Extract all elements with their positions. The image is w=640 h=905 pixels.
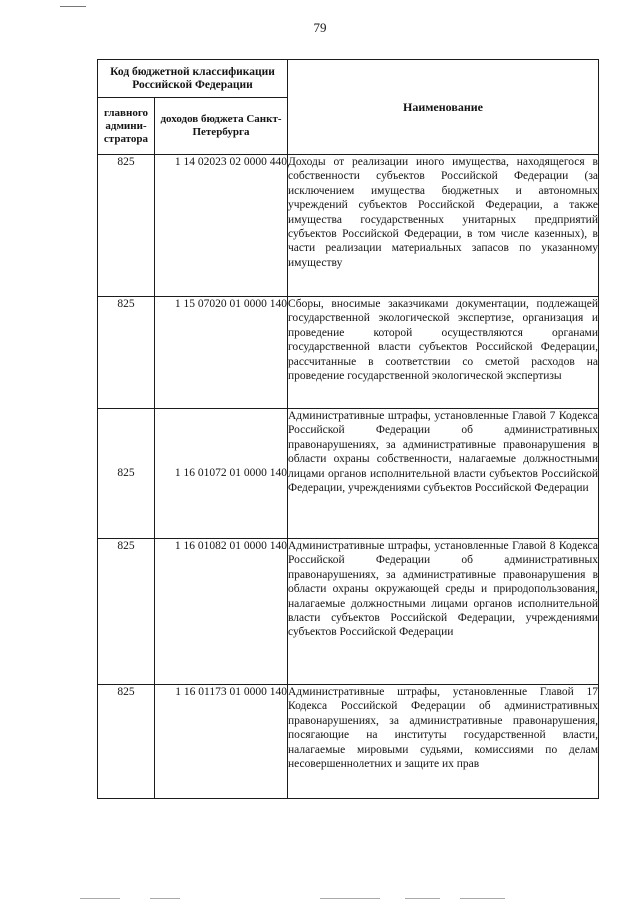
revenue-code-cell: 1 16 01173 01 0000 140 bbox=[155, 685, 288, 799]
revenue-name-cell: Административные штрафы, установленные Главой 17 Кодекса Российской Федерации об административных правонарушениях, за административные правонарушения, посягающие на институты государственной власти, налагаемые мировыми судьями, комиссиями по делам несовершеннолетних и защите их прав bbox=[288, 685, 599, 799]
revenue-code-cell: 1 14 02023 02 0000 440 bbox=[155, 155, 288, 297]
revenue-code-cell: 1 15 07020 01 0000 140 bbox=[155, 297, 288, 409]
code-group-header: Код бюджетной классификации Российской Федерации bbox=[98, 60, 288, 98]
page-number: 79 bbox=[313, 20, 327, 35]
table-body bbox=[98, 155, 599, 799]
table-header bbox=[98, 60, 599, 155]
budget-classification-table bbox=[97, 59, 599, 799]
table-row bbox=[98, 409, 599, 539]
revenue-name-cell: Административные штрафы, установленные Главой 8 Кодекса Российской Федерации об административных правонарушениях, за административные правонарушения в области охраны окружающей среды и природопользования, налагаемые должностными лицами органов исполнительной власти субъектов Российской Федерации, учреждениями субъектов Российской Федерации bbox=[288, 539, 599, 685]
header-row-top bbox=[98, 60, 599, 98]
admin-column-header: главного админи-стратора bbox=[98, 98, 155, 155]
revenue-name-cell: Сборы, вносимые заказчиками документации, подлежащей государственной экологической экспертизе, организация и проведение которой осуществляются органами государственной власти субъектов Российской Федерации, рассчитанные в соответствии со сметой расходов на проведение государственной экологической экспертизы bbox=[288, 297, 599, 409]
table-row bbox=[98, 155, 599, 297]
admin-code-cell: 825 bbox=[98, 297, 155, 409]
bottom-scan-marks bbox=[60, 898, 560, 900]
revenue-code-cell: 1 16 01072 01 0000 140 bbox=[155, 409, 288, 539]
revenue-code-cell: 1 16 01082 01 0000 140 bbox=[155, 539, 288, 685]
admin-code-cell: 825 bbox=[98, 685, 155, 799]
admin-code-cell: 825 bbox=[98, 409, 155, 539]
revenue-name-cell: Административные штрафы, установленные Главой 7 Кодекса Российской Федерации об административных правонарушениях, за административные правонарушения в области охраны собственности, налагаемые должностными лицами органов исполнительной власти субъектов Российской Федерации, учреждениями субъектов Российской Федерации bbox=[288, 409, 599, 539]
admin-code-cell: 825 bbox=[98, 155, 155, 297]
table-row bbox=[98, 685, 599, 799]
table-row bbox=[98, 539, 599, 685]
name-column-header: Наименование bbox=[288, 60, 599, 155]
admin-code-cell: 825 bbox=[98, 539, 155, 685]
revenue-column-header: доходов бюджета Санкт-Петербурга bbox=[155, 98, 288, 155]
top-scan-rule bbox=[60, 6, 86, 7]
revenue-name-cell: Доходы от реализации иного имущества, находящегося в собственности субъектов Российской Федерации (за исключением имущества бюджетных и автономных учреждений субъектов Российской Федерации, а также имущества государственных унитарных предприятий субъектов Российской Федерации, в том числе казенных), в части реализации материальных запасов по указанному имуществу bbox=[288, 155, 599, 297]
table-row bbox=[98, 297, 599, 409]
